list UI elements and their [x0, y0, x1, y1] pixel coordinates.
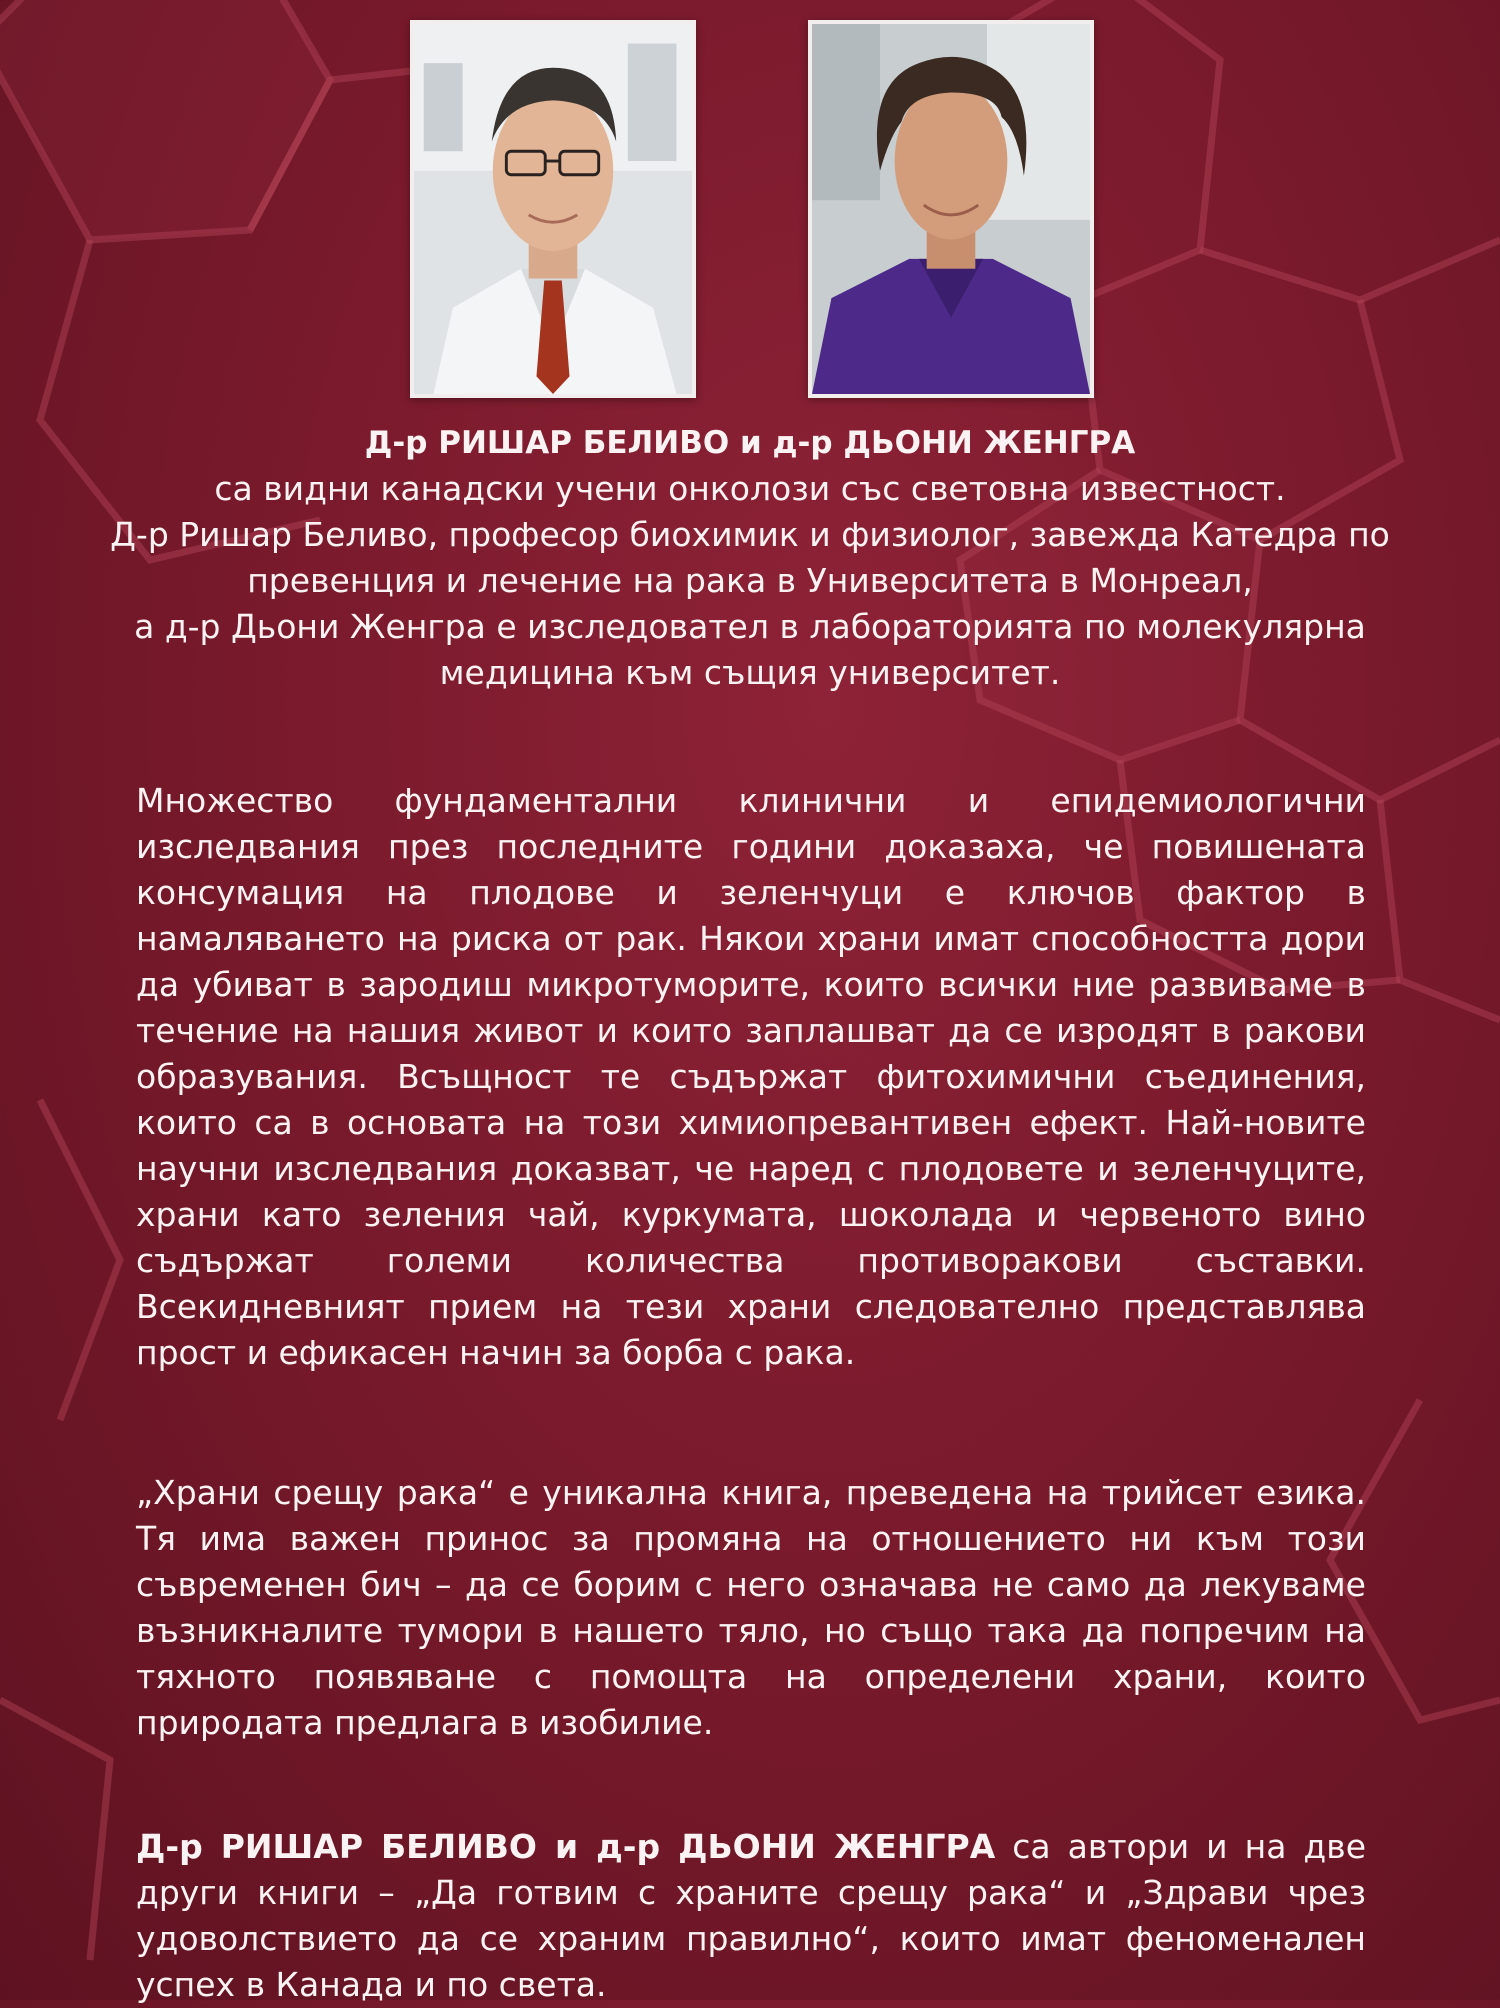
other-books-text: са автори и на две други книги – „Да готвим с храните срещу рака“ и „Здрави чрез удоволствието да се храним правилно“, които имат феноменален успех в Канада и по света.	[136, 1827, 1366, 2004]
intro-line: превенция и лечение на рака в Университета в Монреал,	[247, 561, 1253, 600]
intro-line: а д-р Дьони Женгра е изследовател в лабораторията по молекулярна	[134, 607, 1366, 646]
author-photo-gingras	[808, 20, 1094, 398]
authors-names: Д-р РИШАР БЕЛИВО и д-р ДЬОНИ ЖЕНГРА	[136, 1827, 996, 1866]
book-summary-paragraph: „Храни срещу рака“ е уникална книга, преведена на трийсет езика. Тя има важен принос за промяна на отношението ни към този съвременен бич – да се борим с него означава не само да лекуваме възникналите тумори в нашето тяло, но също така да попречим на тяхното появяване с помощта на определени храни, които природата предлага в изобилие.	[136, 1473, 1366, 1742]
description-paragraph: Множество фундаментални клинични и епидемиологични изследвания през последните години доказаха, че повишената консумация на плодове и зеленчуци е ключов фактор в намаляването на риска от рак. Някои храни имат способността дори да убиват в зародиш микротуморите, които всички ние развиваме в течение на нашия живот и които заплашват да се изродят в ракови образувания. Всъщност те съдържат фитохимични съединения, които са в основата на този химиопревантивен ефект. Най-новите научни изследвания доказват, че наред с плодовете и зеленчуците, храни като зеления чай, куркумата, шоколада и червеното вино съдържат големи количества противоракови съставки. Всекидневният прием на тези храни следователно представлява прост и ефикасен начин за борба с рака.	[136, 781, 1366, 1372]
other-books-paragraph	[136, 1824, 1366, 2008]
intro-line: Д-р Ришар Беливо, професор биохимик и физиолог, завежда Катедра по	[110, 515, 1390, 554]
authors-names-heading: Д-р РИШАР БЕЛИВО и д-р ДЬОНИ ЖЕНГРА	[364, 425, 1136, 461]
intro-line: медицина към същия университет.	[439, 653, 1061, 692]
author-photo-beliveau	[410, 20, 696, 398]
authors-intro	[100, 420, 1400, 696]
intro-line: са видни канадски учени онколози със световна известност.	[214, 469, 1286, 508]
